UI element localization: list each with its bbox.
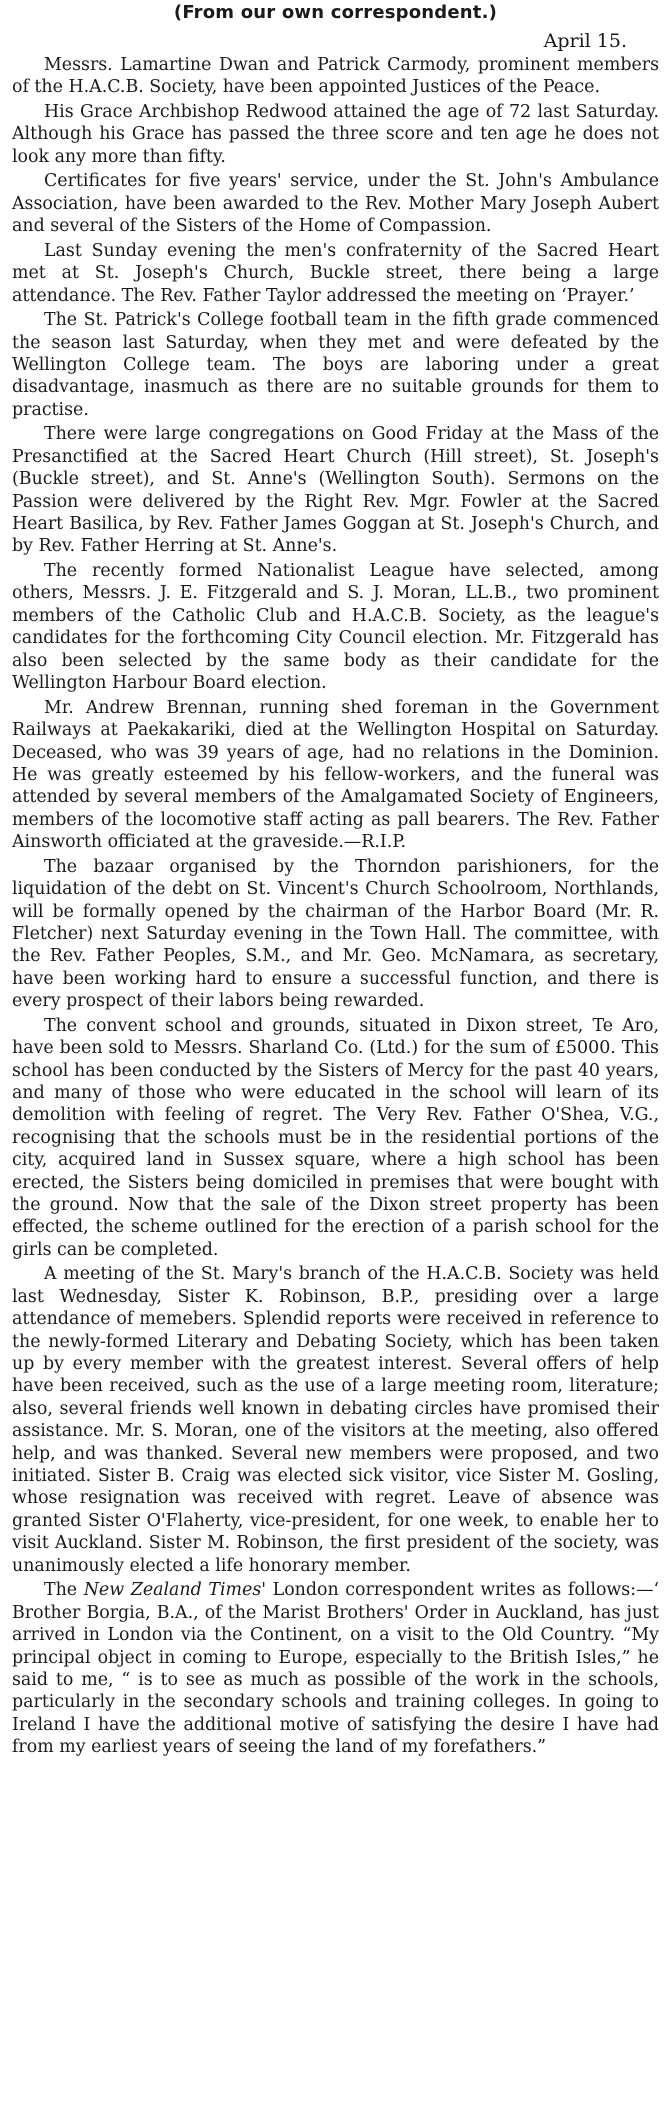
paragraph-text: ' London correspondent writes as follows:—‘ Brother Borgia, B.A., of the Marist Brothers' Order in Auckland, has just arrived in London via the Continent, on a visit to the Old Country. “My principal object in coming to Europe, especially to the British Isles,” he said to me, “ is to see as much as possible of the work in the schools, particularly in the secondary schools and training colleges. In going to Ireland I have the additional motive of satisfying the desire I have had from my earliest years of seeing the land of my forefathers.” (12, 1580, 659, 1758)
paragraph: Mr. Andrew Brennan, running shed foreman in the Government Railways at Paekakariki, died at the Wellington Hospital on Saturday. Deceased, who was 39 years of age, had no relations in the Dominion. He was greatly esteemed by his fellow-workers, and the funeral was attended by several members of the Amalgamated Society of Engineers, members of the locomotive staff acting as pall bearers. The Rev. Father Ainsworth officiated at the graveside.—R.I.P. (12, 697, 659, 853)
paragraph: Messrs. Lamartine Dwan and Patrick Carmody, prominent members of the H.A.C.B. Society, have been appointed Justices of the Peace. (12, 55, 659, 98)
newspaper-title: New Zealand Times (83, 1580, 262, 1601)
paragraph: The recently formed Nationalist League have selected, among others, Messrs. J. E. Fitzgerald and S. J. Moran, LL.B., two prominent members of the Catholic Club and H.A.C.B. Society, as the league's candidates for the forthcoming City Council election. Mr. Fitzgerald has also been selected by the same body as their candidate for the Wellington Harbour Board election. (12, 561, 659, 694)
dateline: April 15. (543, 30, 627, 52)
article-body (12, 54, 659, 1759)
paragraph: The bazaar organised by the Thorndon parishioners, for the liquidation of the debt on St. Vincent's Church Schoolroom, Northlands, will be formally opened by the chairman of the Harbor Board (Mr. R. Fletcher) next Saturday evening in the Town Hall. The committee, with the Rev. Father Peoples, S.M., and Mr. Geo. McNamara, as secretary, have been working hard to ensure a successful function, and there is every prospect of their labors being rewarded. (12, 856, 659, 1012)
paragraph: There were large congregations on Good Friday at the Mass of the Presanctified at the Sacred Heart Church (Hill street), St. Joseph's (Buckle street), and St. Anne's (Wellington South). Sermons on the Passion were delivered by the Right Rev. Mgr. Fowler at the Sacred Heart Basilica, by Rev. Father James Goggan at St. Joseph's Church, and by Rev. Father Herring at St. Anne's. (12, 424, 659, 557)
paragraph: A meeting of the St. Mary's branch of the H.A.C.B. Society was held last Wednesday, Sister K. Robinson, B.P., presiding over a large attendance of memebers. Splendid reports were received in reference to the newly-formed Literary and Debating Society, which has been taken up by every member with the greatest interest. Several offers of help have been received, such as the use of a large meeting room, literature; also, several friends well known in debating circles have promised their assistance. Mr. S. Moran, one of the visitors at the meeting, also offered help, and was thanked. Several new members were proposed, and two initiated. Sister B. Craig was elected sick visitor, vice Sister M. Gosling, whose resignation was received with regret. Leave of absence was granted Sister O'Flaherty, vice-president, for one week, to enable her to visit Auckland. Sister M. Robinson, the first president of the society, was unanimously elected a life honorary member. (12, 1264, 659, 1576)
paragraph: Certificates for five years' service, under the St. John's Ambulance Association, have been awarded to the Rev. Mother Mary Joseph Aubert and several of the Sisters of the Home of Compassion. (12, 171, 659, 237)
paragraph: Last Sunday evening the men's confraternity of the Sacred Heart met at St. Joseph's Church, Buckle street, there being a large attendance. The Rev. Father Taylor addressed the meeting on ‘Prayer.’ (12, 240, 659, 306)
paragraph: His Grace Archbishop Redwood attained the age of 72 last Saturday. Although his Grace has passed the three score and ten age he does not look any more than fifty. (12, 102, 659, 167)
paragraph: The convent school and grounds, situated in Dixon street, Te Aro, have been sold to Messrs. Sharland Co. (Ltd.) for the sum of £5000. This school has been conducted by the Sisters of Mercy for the past 40 years, and many of those who were educated in the school will learn of its demolition with feeling of regret. The Very Rev. Father O'Shea, V.G., recognising that the schools must be in the residential portions of the city, acquired land in Sussex square, where a high school has been erected, the Sisters being domiciled in premises that were bought with the ground. Now that the sale of the Dixon street property has been effected, the scheme outlined for the erection of a parish school for the girls can be completed. (12, 1015, 659, 1260)
paragraph: The St. Patrick's College football team in the fifth grade commenced the season last Saturday, when they met and were defeated by the Wellington College team. The boys are laboring under a great disadvantage, inasmuch as there are no suitable grounds for them to practise. (12, 310, 659, 420)
paragraph (12, 1579, 659, 1758)
byline: (From our own correspondent.) (173, 2, 498, 23)
paragraph-text: The (44, 1580, 84, 1601)
